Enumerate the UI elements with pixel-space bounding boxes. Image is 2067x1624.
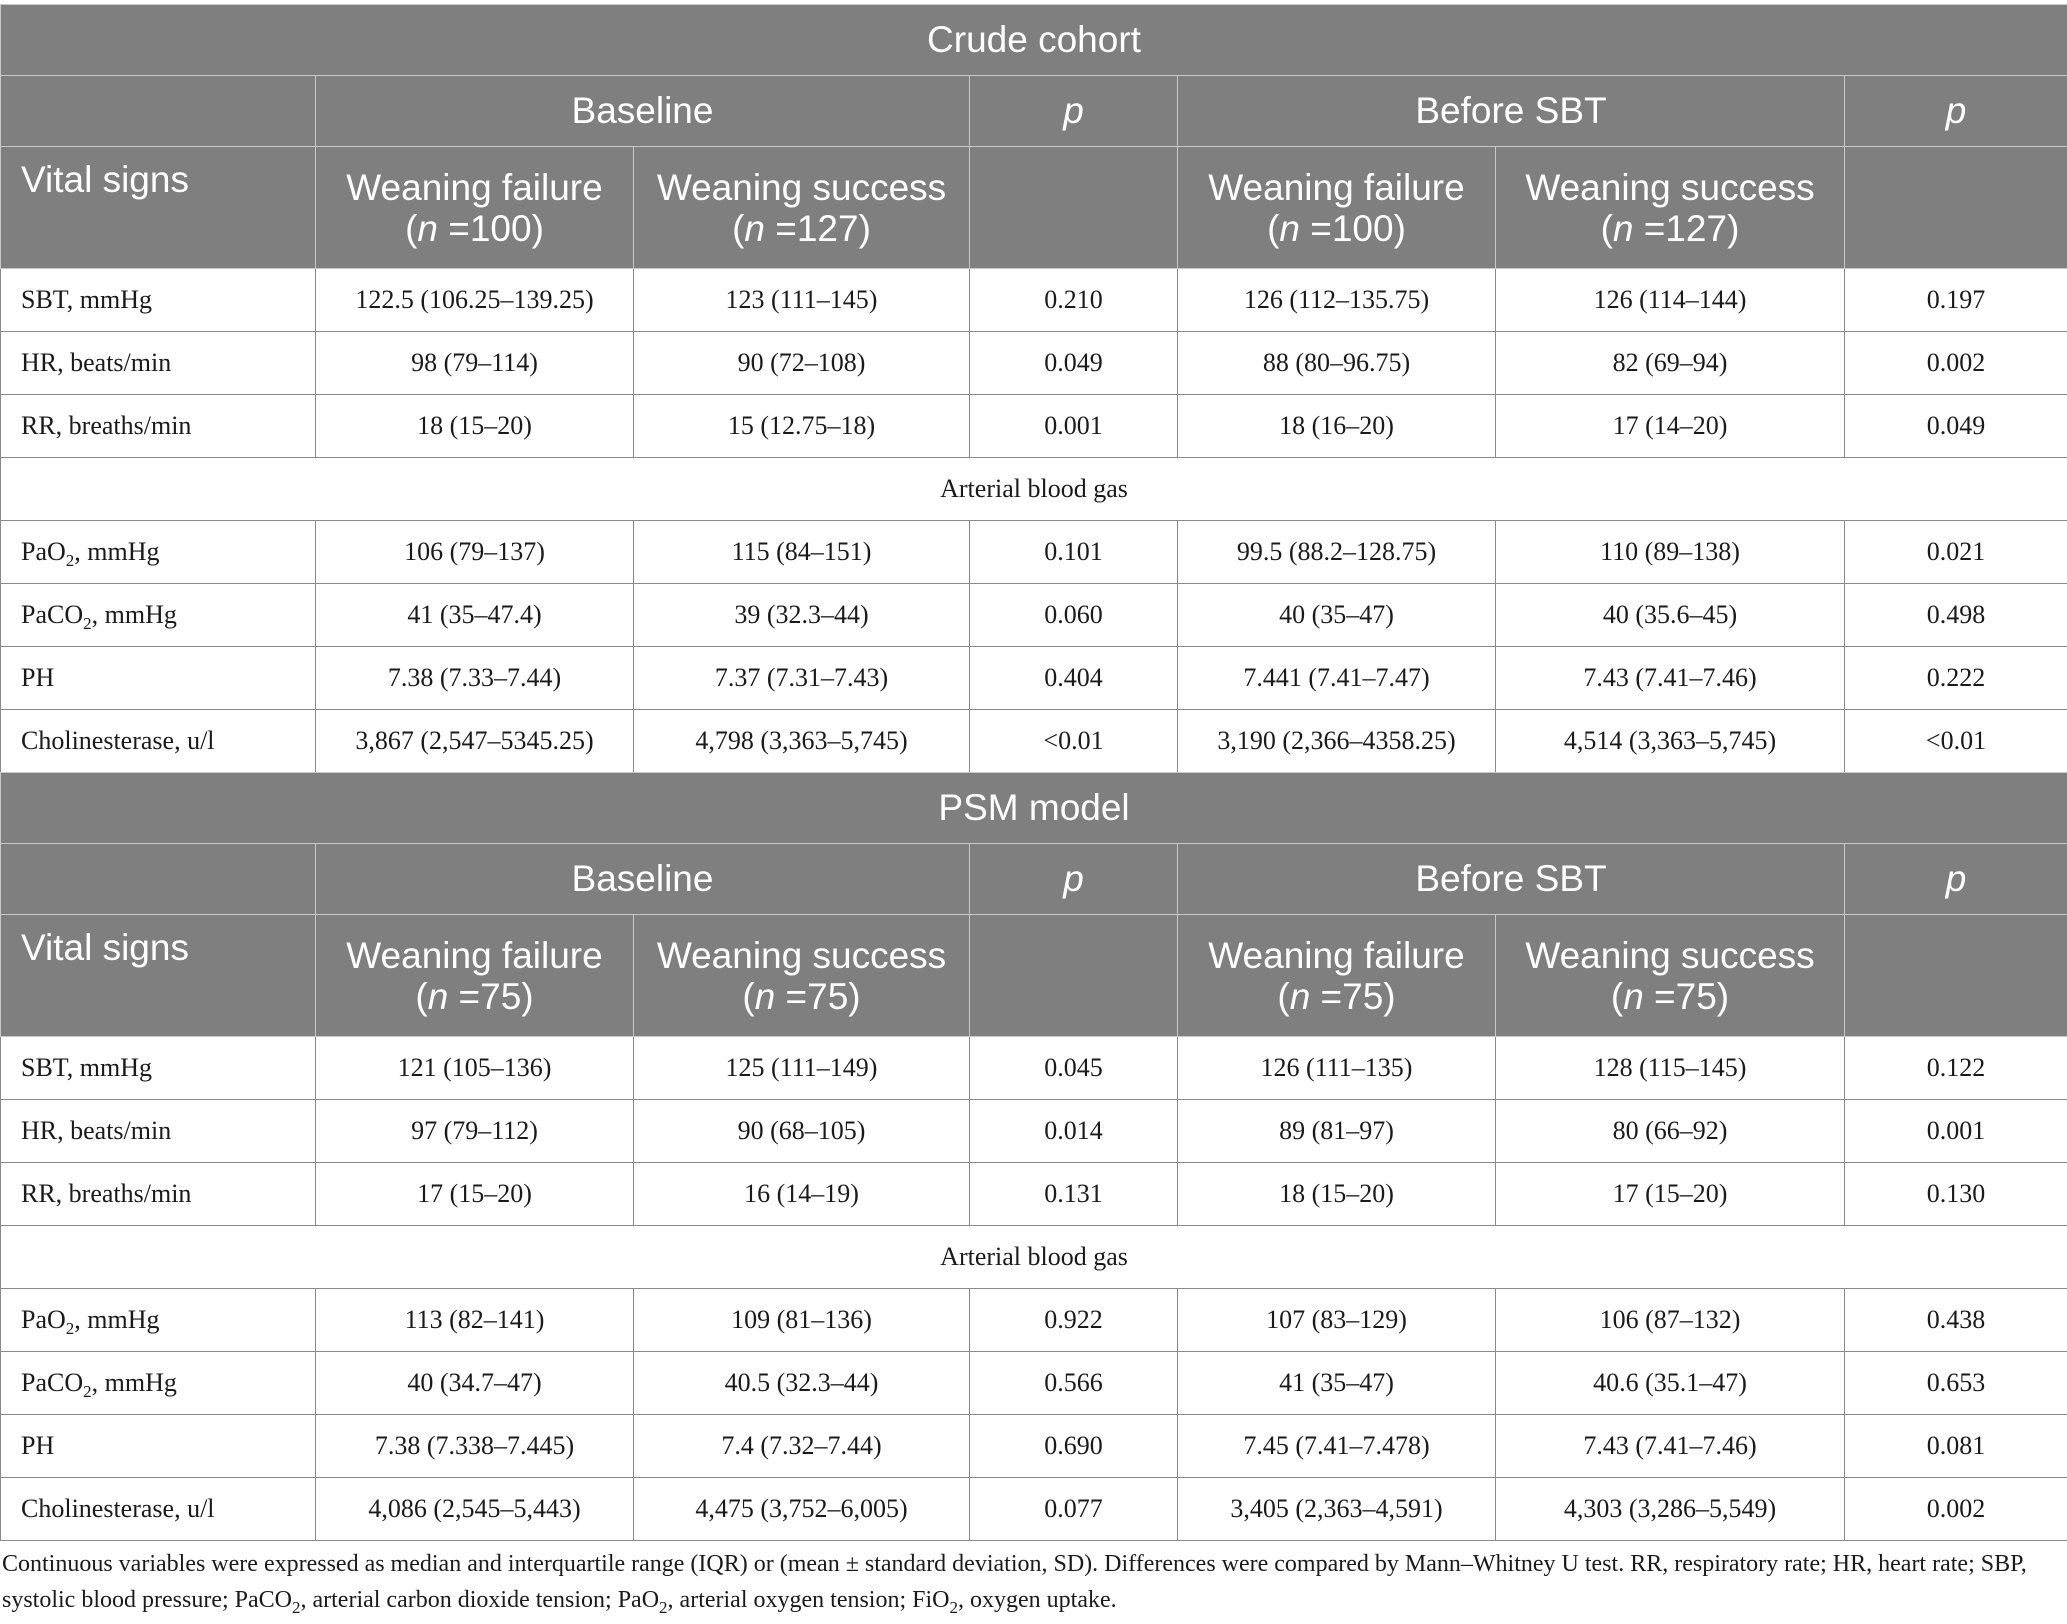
value-cell: 39 (32.3–44) bbox=[634, 584, 970, 647]
table-row bbox=[1, 647, 2067, 710]
value-cell: 41 (35–47.4) bbox=[316, 584, 634, 647]
value-cell: 123 (111–145) bbox=[634, 269, 970, 332]
value-cell: 90 (68–105) bbox=[634, 1100, 970, 1163]
p-value-cell: 0.002 bbox=[1845, 332, 2067, 395]
table-body-blood-gas bbox=[1, 521, 2067, 773]
empty-header-cell bbox=[1, 844, 316, 915]
value-cell: 7.45 (7.41–7.478) bbox=[1178, 1415, 1496, 1478]
column-header-weaning-success bbox=[1496, 147, 1845, 269]
value-cell: 113 (82–141) bbox=[316, 1289, 634, 1352]
table-body-blood-gas bbox=[1, 1289, 2067, 1541]
value-cell: 3,867 (2,547–5345.25) bbox=[316, 710, 634, 773]
column-header-vital-signs: Vital signs bbox=[1, 147, 316, 269]
column-header-weaning-failure bbox=[1178, 915, 1496, 1037]
value-cell: 7.37 (7.31–7.43) bbox=[634, 647, 970, 710]
value-cell: 98 (79–114) bbox=[316, 332, 634, 395]
column-header-n: (n =75) bbox=[742, 975, 861, 1017]
value-cell: 99.5 (88.2–128.75) bbox=[1178, 521, 1496, 584]
value-cell: 126 (114–144) bbox=[1496, 269, 1845, 332]
value-cell: 18 (15–20) bbox=[316, 395, 634, 458]
group-header-p: p bbox=[1845, 76, 2067, 147]
p-value-cell: 0.049 bbox=[1845, 395, 2067, 458]
column-header-n: (n =75) bbox=[1610, 975, 1730, 1017]
table-row bbox=[1, 1289, 2067, 1352]
value-cell: 17 (15–20) bbox=[316, 1163, 634, 1226]
column-header-n: (n =127) bbox=[732, 207, 871, 249]
table-row bbox=[1, 710, 2067, 773]
column-header-n: (n =127) bbox=[1600, 207, 1740, 249]
p-value-cell: 0.002 bbox=[1845, 1478, 2067, 1541]
row-label-text: PH bbox=[21, 1431, 55, 1460]
row-label bbox=[1, 1415, 316, 1478]
value-cell: 126 (112–135.75) bbox=[1178, 269, 1496, 332]
value-cell: 7.38 (7.338–7.445) bbox=[316, 1415, 634, 1478]
p-value-cell: 0.498 bbox=[1845, 584, 2067, 647]
value-cell: 109 (81–136) bbox=[634, 1289, 970, 1352]
row-label-unit: , mmHg bbox=[91, 600, 177, 629]
row-label-unit: , mmHg bbox=[74, 1305, 160, 1334]
group-header-p: p bbox=[970, 76, 1178, 147]
value-cell: 40 (35–47) bbox=[1178, 584, 1496, 647]
column-header-weaning-success bbox=[634, 147, 970, 269]
value-cell: 106 (79–137) bbox=[316, 521, 634, 584]
value-cell: 121 (105–136) bbox=[316, 1037, 634, 1100]
column-header-n: (n =100) bbox=[405, 207, 544, 249]
value-cell: 97 (79–112) bbox=[316, 1100, 634, 1163]
column-header-n: (n =75) bbox=[415, 975, 534, 1017]
p-value-cell: 0.049 bbox=[970, 332, 1178, 395]
row-label-text: RR, breaths/min bbox=[21, 411, 192, 440]
footnote-subscript: 2 bbox=[291, 1597, 301, 1617]
table-row bbox=[1, 521, 2067, 584]
row-label-subscript: 2 bbox=[65, 551, 75, 571]
value-cell: 7.38 (7.33–7.44) bbox=[316, 647, 634, 710]
row-label bbox=[1, 1352, 316, 1415]
footnote-text: , arterial oxygen tension; FiO bbox=[667, 1587, 950, 1613]
row-label-text: PH bbox=[21, 663, 55, 692]
row-label-text: HR, beats/min bbox=[21, 348, 172, 377]
value-cell: 41 (35–47) bbox=[1178, 1352, 1496, 1415]
p-value-cell: 0.045 bbox=[970, 1037, 1178, 1100]
value-cell: 40.6 (35.1–47) bbox=[1496, 1352, 1845, 1415]
value-cell: 107 (83–129) bbox=[1178, 1289, 1496, 1352]
row-label-subscript: 2 bbox=[65, 1319, 75, 1339]
column-header-weaning-failure bbox=[316, 147, 634, 269]
value-cell: 4,514 (3,363–5,745) bbox=[1496, 710, 1845, 773]
row-label-subscript: 2 bbox=[83, 1382, 92, 1402]
p-value-cell: <0.01 bbox=[1845, 710, 2067, 773]
value-cell: 4,303 (3,286–5,549) bbox=[1496, 1478, 1845, 1541]
footnote-subscript: 2 bbox=[659, 1597, 668, 1617]
column-header-label: Weaning success bbox=[656, 166, 947, 208]
table-body-vitals bbox=[1, 269, 2067, 458]
row-label-unit: , mmHg bbox=[91, 1368, 177, 1397]
column-header-label: Weaning failure bbox=[346, 934, 603, 976]
p-value-cell: 0.081 bbox=[1845, 1415, 2067, 1478]
group-header-before-sbt: Before SBT bbox=[1178, 844, 1845, 915]
table-title: PSM model bbox=[1, 773, 2067, 844]
column-header-weaning-success bbox=[634, 915, 970, 1037]
value-cell: 17 (14–20) bbox=[1496, 395, 1845, 458]
p-value-cell: 0.690 bbox=[970, 1415, 1178, 1478]
footnote-text: , arterial carbon dioxide tension; PaO bbox=[300, 1587, 660, 1613]
row-label-text: PaO bbox=[21, 1305, 66, 1334]
p-value-cell: 0.021 bbox=[1845, 521, 2067, 584]
value-cell: 122.5 (106.25–139.25) bbox=[316, 269, 634, 332]
psm-model-table bbox=[0, 772, 2067, 1541]
table-row bbox=[1, 1415, 2067, 1478]
value-cell: 40 (34.7–47) bbox=[316, 1352, 634, 1415]
value-cell: 126 (111–135) bbox=[1178, 1037, 1496, 1100]
p-value-cell: 0.197 bbox=[1845, 269, 2067, 332]
table-row bbox=[1, 1163, 2067, 1226]
p-value-cell: 0.210 bbox=[970, 269, 1178, 332]
value-cell: 88 (80–96.75) bbox=[1178, 332, 1496, 395]
row-label bbox=[1, 584, 316, 647]
value-cell: 4,798 (3,363–5,745) bbox=[634, 710, 970, 773]
row-label-text: PaO bbox=[21, 537, 66, 566]
value-cell: 89 (81–97) bbox=[1178, 1100, 1496, 1163]
row-label bbox=[1, 521, 316, 584]
column-header-label: Weaning failure bbox=[346, 166, 603, 208]
column-header-weaning-failure bbox=[1178, 147, 1496, 269]
value-cell: 80 (66–92) bbox=[1496, 1100, 1845, 1163]
value-cell: 110 (89–138) bbox=[1496, 521, 1845, 584]
table-footnote bbox=[2, 1546, 2062, 1618]
row-label-text: RR, breaths/min bbox=[21, 1179, 192, 1208]
row-label bbox=[1, 1100, 316, 1163]
value-cell: 82 (69–94) bbox=[1496, 332, 1845, 395]
p-value-cell: 0.404 bbox=[970, 647, 1178, 710]
column-header-label: Weaning failure bbox=[1208, 934, 1465, 976]
value-cell: 7.4 (7.32–7.44) bbox=[634, 1415, 970, 1478]
p-value-cell: 0.653 bbox=[1845, 1352, 2067, 1415]
row-label bbox=[1, 1289, 316, 1352]
row-label-text: SBT, mmHg bbox=[21, 1053, 152, 1082]
value-cell: 16 (14–19) bbox=[634, 1163, 970, 1226]
group-header-baseline: Baseline bbox=[316, 76, 970, 147]
table-row bbox=[1, 395, 2067, 458]
footnote-text: , oxygen uptake. bbox=[958, 1587, 1117, 1613]
value-cell: 125 (111–149) bbox=[634, 1037, 970, 1100]
column-header-weaning-failure bbox=[316, 915, 634, 1037]
table-row bbox=[1, 1478, 2067, 1541]
value-cell: 18 (16–20) bbox=[1178, 395, 1496, 458]
row-label-text: Cholinesterase, u/l bbox=[21, 726, 215, 755]
p-value-cell: 0.131 bbox=[970, 1163, 1178, 1226]
value-cell: 40 (35.6–45) bbox=[1496, 584, 1845, 647]
row-label-text: PaCO bbox=[21, 600, 84, 629]
p-value-cell: <0.01 bbox=[970, 710, 1178, 773]
table-title: Crude cohort bbox=[1, 5, 2067, 76]
row-label-text: PaCO bbox=[21, 1368, 84, 1397]
group-header-baseline: Baseline bbox=[316, 844, 970, 915]
value-cell: 15 (12.75–18) bbox=[634, 395, 970, 458]
empty-header-cell bbox=[1, 76, 316, 147]
p-value-cell: 0.001 bbox=[970, 395, 1178, 458]
value-cell: 106 (87–132) bbox=[1496, 1289, 1845, 1352]
value-cell: 128 (115–145) bbox=[1496, 1037, 1845, 1100]
value-cell: 17 (15–20) bbox=[1496, 1163, 1845, 1226]
empty-header-cell bbox=[970, 915, 1178, 1037]
column-header-n: (n =100) bbox=[1267, 207, 1406, 249]
column-header-label: Weaning success bbox=[1525, 934, 1815, 976]
row-label-text: HR, beats/min bbox=[21, 1116, 172, 1145]
value-cell: 3,405 (2,363–4,591) bbox=[1178, 1478, 1496, 1541]
row-label-subscript: 2 bbox=[83, 614, 92, 634]
footnote-text: Continuous variables were expressed as median and interquartile range (IQR) or (mean ± standard deviation, SD). Differences were compared by Mann–Whitney U test. RR, respiratory rate; HR, heart rate; SBP, systolic blood pressure; PaCO bbox=[2, 1551, 2027, 1613]
section-label: Arterial blood gas bbox=[1, 1226, 2067, 1289]
group-header-p: p bbox=[1845, 844, 2067, 915]
p-value-cell: 0.222 bbox=[1845, 647, 2067, 710]
group-header-p: p bbox=[970, 844, 1178, 915]
row-label-text: Cholinesterase, u/l bbox=[21, 1494, 215, 1523]
p-value-cell: 0.001 bbox=[1845, 1100, 2067, 1163]
value-cell: 7.441 (7.41–7.47) bbox=[1178, 647, 1496, 710]
value-cell: 7.43 (7.41–7.46) bbox=[1496, 1415, 1845, 1478]
table-row bbox=[1, 1100, 2067, 1163]
table-row bbox=[1, 332, 2067, 395]
row-label bbox=[1, 1163, 316, 1226]
column-header-label: Weaning success bbox=[1525, 166, 1815, 208]
value-cell: 4,475 (3,752–6,005) bbox=[634, 1478, 970, 1541]
column-header-vital-signs: Vital signs bbox=[1, 915, 316, 1037]
p-value-cell: 0.438 bbox=[1845, 1289, 2067, 1352]
value-cell: 40.5 (32.3–44) bbox=[634, 1352, 970, 1415]
column-header-label: Weaning failure bbox=[1208, 166, 1465, 208]
p-value-cell: 0.122 bbox=[1845, 1037, 2067, 1100]
p-value-cell: 0.014 bbox=[970, 1100, 1178, 1163]
section-label: Arterial blood gas bbox=[1, 458, 2067, 521]
value-cell: 115 (84–151) bbox=[634, 521, 970, 584]
row-label bbox=[1, 1478, 316, 1541]
crude-cohort-table bbox=[0, 4, 2067, 773]
p-value-cell: 0.922 bbox=[970, 1289, 1178, 1352]
row-label bbox=[1, 269, 316, 332]
row-label-text: SBT, mmHg bbox=[21, 285, 152, 314]
p-value-cell: 0.101 bbox=[970, 521, 1178, 584]
row-label-unit: , mmHg bbox=[74, 537, 160, 566]
row-label bbox=[1, 1037, 316, 1100]
row-label bbox=[1, 395, 316, 458]
value-cell: 18 (15–20) bbox=[1178, 1163, 1496, 1226]
table-body-vitals bbox=[1, 1037, 2067, 1226]
row-label bbox=[1, 710, 316, 773]
footnote-subscript: 2 bbox=[949, 1597, 958, 1617]
p-value-cell: 0.060 bbox=[970, 584, 1178, 647]
value-cell: 7.43 (7.41–7.46) bbox=[1496, 647, 1845, 710]
empty-header-cell bbox=[970, 147, 1178, 269]
column-header-label: Weaning success bbox=[656, 934, 947, 976]
table-row bbox=[1, 1352, 2067, 1415]
value-cell: 3,190 (2,366–4358.25) bbox=[1178, 710, 1496, 773]
value-cell: 4,086 (2,545–5,443) bbox=[316, 1478, 634, 1541]
row-label bbox=[1, 332, 316, 395]
row-label bbox=[1, 647, 316, 710]
group-header-before-sbt: Before SBT bbox=[1178, 76, 1845, 147]
column-header-n: (n =75) bbox=[1277, 975, 1396, 1017]
p-value-cell: 0.566 bbox=[970, 1352, 1178, 1415]
value-cell: 90 (72–108) bbox=[634, 332, 970, 395]
empty-header-cell bbox=[1845, 915, 2067, 1037]
empty-header-cell bbox=[1845, 147, 2067, 269]
table-row bbox=[1, 584, 2067, 647]
p-value-cell: 0.077 bbox=[970, 1478, 1178, 1541]
p-value-cell: 0.130 bbox=[1845, 1163, 2067, 1226]
column-header-weaning-success bbox=[1496, 915, 1845, 1037]
table-row bbox=[1, 1037, 2067, 1100]
table-row bbox=[1, 269, 2067, 332]
